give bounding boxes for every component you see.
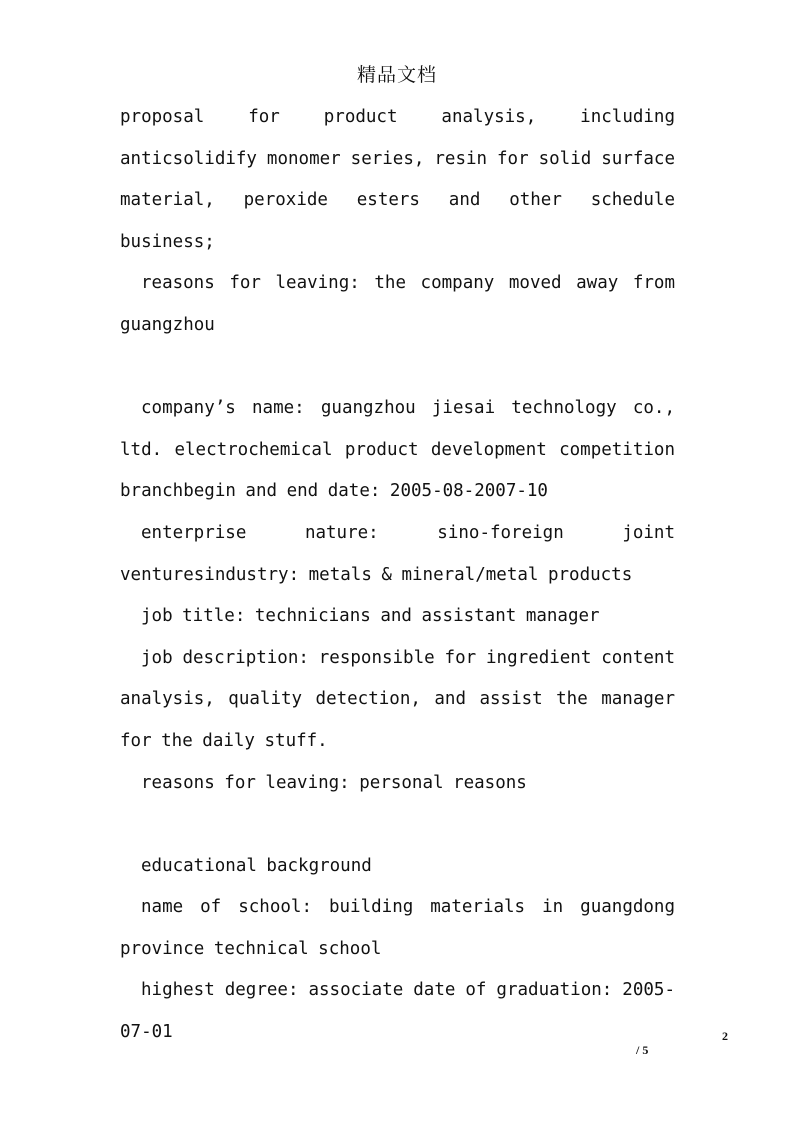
page-total: / 5 (636, 1043, 649, 1057)
paragraph-job-description: job description: responsible for ingredient content analysis, quality detection, and assist the manager for the daily stuff. (120, 647, 675, 751)
paragraph-proposal: proposal for product analysis, including anticsolidify monomer series, resin for solid surface material, peroxide esters and other schedule business; (120, 107, 675, 252)
paragraph-enterprise-nature: enterprise nature: sino-foreign joint venturesindustry: metals & mineral/metal products (120, 522, 675, 585)
paragraph-reasons-leaving-2: reasons for leaving: personal reasons (141, 772, 527, 793)
paragraph-highest-degree: highest degree: associate date of graduation: 2005-07-01 (120, 980, 675, 1043)
blank-line (120, 347, 675, 389)
blank-line (120, 804, 675, 846)
section-heading-education: educational background (141, 855, 372, 876)
paragraph-job-title: job title: technicians and assistant manager (141, 606, 600, 627)
paragraph-school-name: name of school: building materials in guangdong province technical school (120, 897, 675, 959)
paragraph-company-name: company’s name: guangzhou jiesai technology co., ltd. electrochemical product development competition branchbegin and end date: 2005-08-2007-10 (120, 398, 675, 502)
page-number: 2 (722, 1029, 728, 1043)
document-body (120, 97, 675, 1054)
paragraph-reasons-leaving-1: reasons for leaving: the company moved away from guangzhou (120, 273, 675, 335)
page-header-title: 精品文档 (356, 64, 437, 86)
